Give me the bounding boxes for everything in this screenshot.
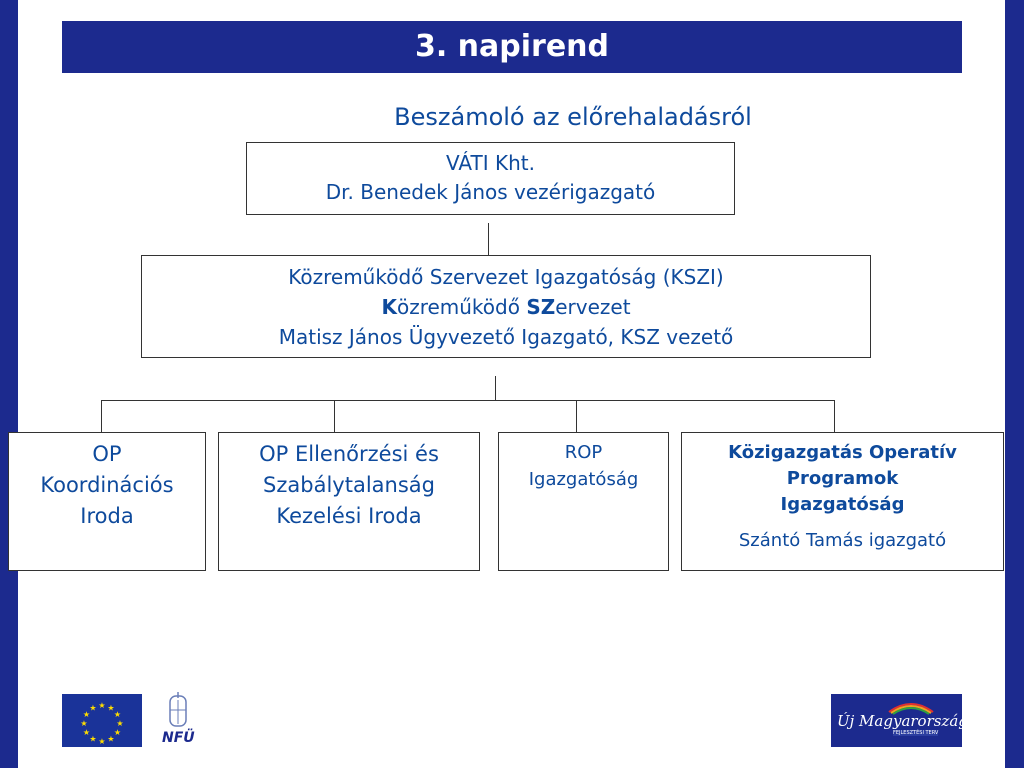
unit-op-audit (218, 432, 480, 571)
svg-text:★: ★ (80, 719, 88, 728)
nfu-logo (158, 690, 198, 750)
connector-unit-3 (576, 400, 577, 432)
kszi-sz-letters: SZ (526, 295, 556, 319)
kszi-leader: Matisz János Ügyvezető Igazgató, KSZ vezető (278, 325, 734, 349)
svg-text:★: ★ (89, 703, 97, 713)
unit-1-line-1: OP (92, 442, 122, 466)
slide-title: 3. napirend (62, 21, 962, 73)
unit-3-line-1: ROP (564, 442, 603, 463)
svg-text:★: ★ (89, 734, 97, 744)
unit-2-line-2: Szabálytalanság (263, 473, 435, 497)
kszi-sz-rest: ervezet (555, 295, 631, 319)
unit-op-coordination (8, 432, 206, 571)
unit-1-line-3: Iroda (80, 504, 134, 528)
slide-subtitle: Beszámoló az előrehaladásról (394, 103, 752, 131)
vati-name: VÁTI Kht. (446, 151, 535, 175)
svg-text:★: ★ (113, 728, 122, 737)
unit-kop (681, 432, 1004, 571)
connector-unit-4 (834, 400, 835, 432)
svg-text:★: ★ (113, 710, 122, 719)
uj-magyarorszag-logo (831, 694, 968, 747)
unit-4-title-3: Igazgatóság (780, 494, 905, 515)
um-sub-text: FEJLESZTÉSI TERV (893, 730, 939, 736)
connector-top (488, 223, 489, 255)
svg-text:★: ★ (107, 734, 115, 744)
kszi-k-letter: K (381, 295, 397, 319)
connector-kszi-down (495, 376, 496, 400)
nfu-text: NFÜ (162, 730, 195, 746)
svg-text:★: ★ (98, 737, 106, 746)
svg-text:★: ★ (116, 719, 124, 728)
unit-4-title-1: Közigazgatás Operatív (728, 442, 957, 463)
connector-unit-2 (334, 400, 335, 432)
svg-text:★: ★ (98, 701, 106, 710)
kszi-box (141, 255, 871, 358)
vati-director: Dr. Benedek János vezérigazgató (325, 180, 656, 204)
left-border-bar (0, 0, 18, 768)
connector-unit-1 (101, 400, 102, 432)
unit-4-person: Szántó Tamás igazgató (738, 530, 947, 551)
unit-rop (498, 432, 669, 571)
kszi-k-rest: özreműködő (396, 295, 527, 319)
unit-2-line-3: Kezelési Iroda (276, 504, 422, 528)
connector-horizontal (101, 400, 835, 401)
unit-2-line-1: OP Ellenőrzési és (259, 442, 439, 466)
vati-box (246, 142, 735, 215)
kszi-name: Közreműködő Szervezet Igazgatóság (KSZI) (288, 265, 724, 289)
svg-text:★: ★ (82, 710, 91, 719)
right-border-bar (1005, 0, 1024, 768)
kszi-acronym-line (142, 292, 870, 322)
unit-4-title-2: Programok (786, 468, 899, 489)
unit-1-line-2: Koordinációs (40, 473, 174, 497)
um-text: Új Magyarország (837, 712, 968, 730)
unit-3-line-2: Igazgatóság (528, 469, 639, 490)
svg-text:★: ★ (82, 728, 91, 737)
svg-text:★: ★ (107, 703, 115, 713)
eu-flag-logo (62, 694, 142, 747)
